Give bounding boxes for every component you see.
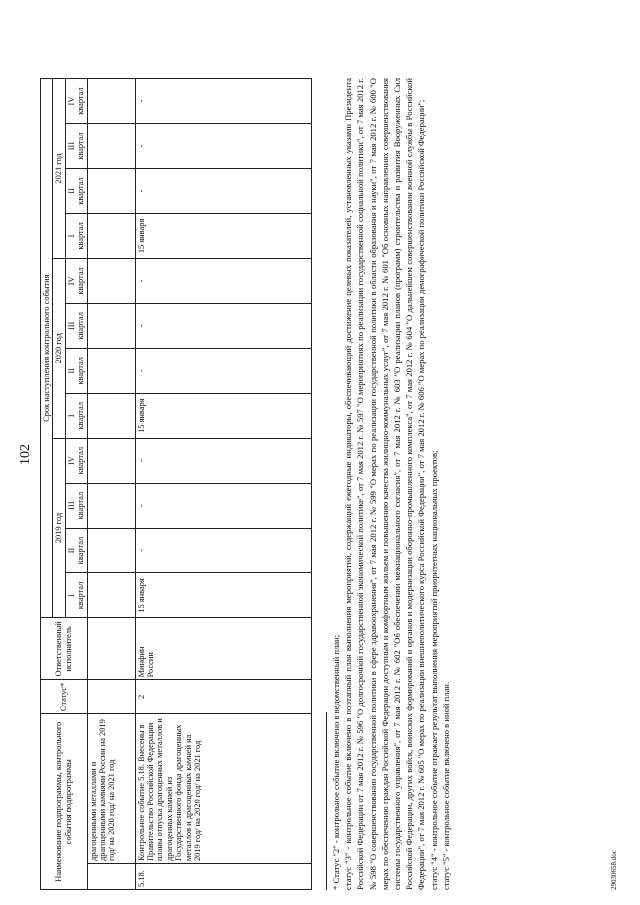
deadline-value: - — [135, 258, 311, 303]
page-number: 102 — [18, 444, 33, 465]
header-year: 2021 год — [53, 79, 65, 259]
prev-row-number — [87, 864, 135, 890]
deadline-value: - — [135, 303, 311, 348]
header-year: 2020 год — [53, 258, 65, 438]
note-paragraph: статус "3" - контрольное событие включено в поэтапный план выполнения мероприятий, содержащий ежегодные индикаторы, обеспечивающий достижение целевых показателей, установленных указами Президента Российской Федерации от 7 мая 2012 г. № 596 "О долгосрочной государственной экономической политике", от 7 мая 2012 г. № 597 "О мероприятиях по реализации государственной социальной политики", от 7 мая 2012 г. № 598 "О совершенствовании государственной политики в сфере здравоохранения", от 7 мая 2012 г. № 599 "О мерах по реализации государственной политики в области образования и науки", от 7 мая 2012 г. № 600 "О мерах по обеспечению граждан Российской Федерации доступным и комфортным жильем и повышению качества жилищно-коммунальных услуг", от 7 мая 2012 г. № 601 "Об основных направлениях совершенствования системы государственного управления", от 7 мая 2012 г. № 602 "Об обеспечении межнационального согласия", от 7 мая 2012 г. № 603 "О реализации планов (программ) строительства и развития Вооруженных Сил Российской Федерации, других войск, воинских формирований и органов и модернизации оборонно-промышленного комплекса", от 7 мая 2012 г. № 604 "О дальнейшем совершенствовании военной службы в Российской Федерации", от 7 мая 2012 г. № 605 "О мерах по реализации внешнеполитического курса Российской Федерации", от 7 мая 2012 г. № 606 "О мерах по реализации демографической политики Российской Федерации"; — [343, 78, 427, 890]
deadline-value: - — [135, 528, 311, 573]
header-name: Наименование подпрограммы, контрольного события подпрограммы — [41, 714, 88, 890]
quarter-header: III квартал — [65, 303, 87, 348]
row-responsible: Минфин России — [135, 618, 311, 680]
table-row — [135, 79, 311, 890]
quarter-header: II квартал — [65, 169, 87, 214]
quarter-header: I квартал — [65, 393, 87, 438]
notes-divider — [326, 712, 327, 890]
deadline-value: 15 января — [135, 573, 311, 618]
deadline-value: - — [135, 79, 311, 124]
deadline-value: - — [135, 124, 311, 169]
note-paragraph: * Статус "2" - контрольное событие включено в ведомственный план; — [331, 634, 341, 890]
deadline-value: 15 января — [135, 213, 311, 258]
quarter-header: III квартал — [65, 483, 87, 528]
note-paragraph: статус "4" - контрольное событие отражает результат выполнения мероприятий приоритетных национальных проектов; — [428, 450, 439, 890]
quarter-header: III квартал — [65, 124, 87, 169]
row-name: Контрольное событие 5.18. Внесены в Правительство Российской Федерации планы отпуска драгоценных металлов и драгоценных камней из Государственного фонда драгоценных металлов и драгоценных камней на 2019 год/ на 2020 год/ на 2021 год — [135, 714, 311, 864]
header-deadline: Срок наступления контрольного события — [41, 79, 53, 618]
quarter-header: I квартал — [65, 573, 87, 618]
quarter-header: IV квартал — [65, 258, 87, 303]
quarter-header: II квартал — [65, 528, 87, 573]
note-paragraph: статус "5" - контрольное событие включено в иной план. — [440, 681, 451, 890]
deadline-value: 15 января — [135, 393, 311, 438]
row-number: 5.18. — [135, 864, 311, 890]
header-responsible: Ответственный исполнитель — [41, 618, 88, 680]
prev-row-text: драгоценными металлами и драгоценными камнями России на 2019 год/ на 2020 год/ на 2021 год — [87, 714, 135, 864]
status-notes — [330, 78, 452, 890]
deadline-value: - — [135, 438, 311, 483]
quarter-header: I квартал — [65, 213, 87, 258]
quarter-header: II квартал — [65, 348, 87, 393]
quarter-header: IV квартал — [65, 438, 87, 483]
deadline-value: - — [135, 348, 311, 393]
file-name: 29030658.doc — [610, 850, 618, 890]
header-status: Статус* — [41, 680, 88, 714]
deadline-value: - — [135, 483, 311, 528]
quarter-header: IV квартал — [65, 79, 87, 124]
header-year: 2019 год — [53, 438, 65, 618]
control-events-table — [40, 78, 312, 890]
deadline-value: - — [135, 169, 311, 214]
row-status: 2 — [135, 680, 311, 714]
